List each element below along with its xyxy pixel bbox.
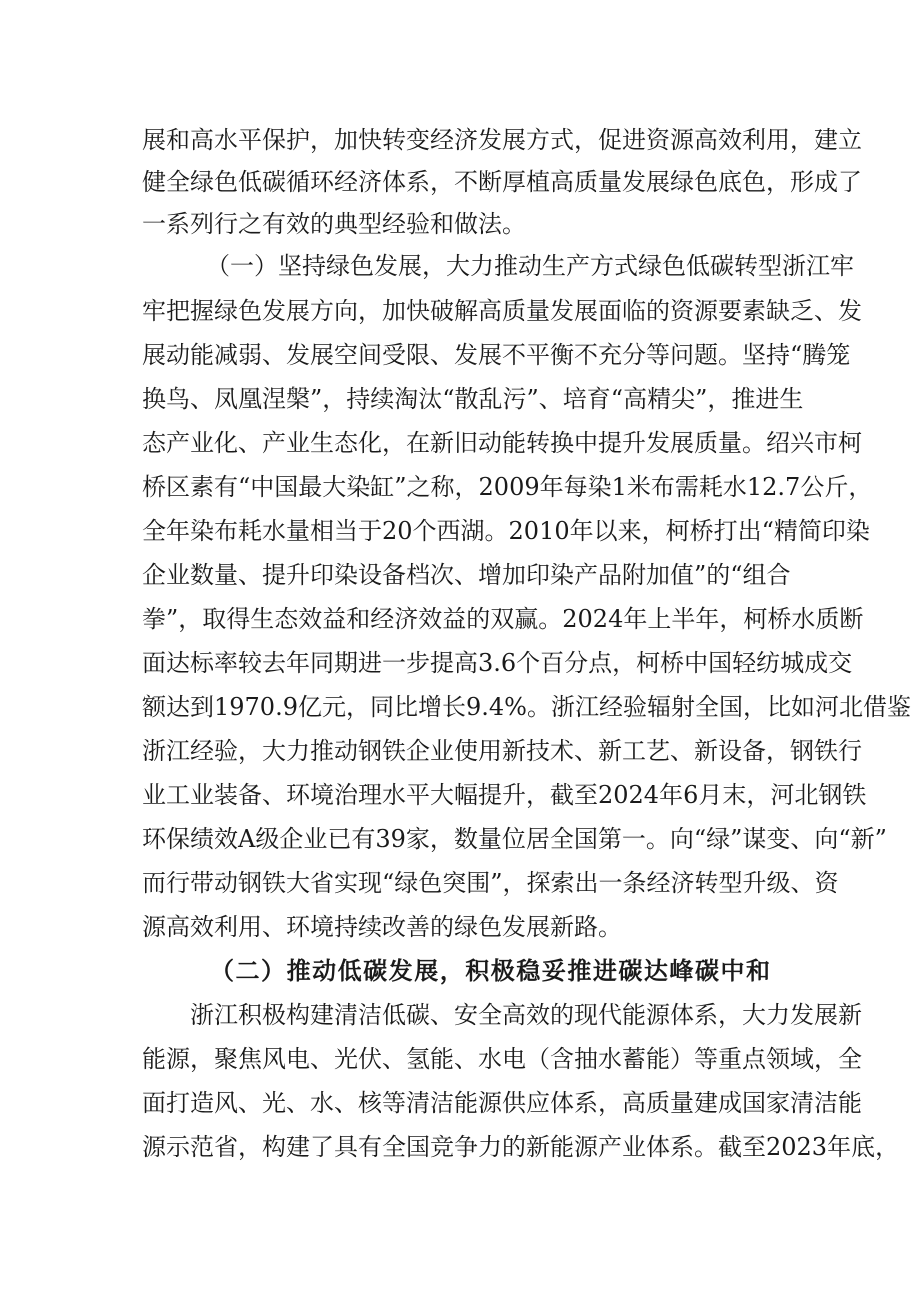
text-line: 而行带动钢铁大省实现“绿色突围”，探索出一条经济转型升级、资 [142,869,839,897]
text-line: （一）坚持绿色发展，大力推动生产方式绿色低碳转型浙江牢 [206,252,854,280]
text-line: 一系列行之有效的典型经验和做法。 [142,210,526,238]
text-line: 源示范省，构建了具有全国竞争力的新能源产业体系。截至2023年底， [142,1133,900,1161]
text-line: 能源，聚焦风电、光伏、氢能、水电（含抽水蓄能）等重点领域，全 [142,1045,862,1073]
text-line: 健全绿色低碳循环经济体系，不断厚植高质量发展绿色底色，形成了 [142,168,862,196]
text-line: 桥区素有“中国最大染缸”之称，2009年每染1米布需耗水12.7公斤， [142,473,873,501]
text-line: 展动能减弱、发展空间受限、发展不平衡不充分等问题。坚持“腾笼 [142,341,851,369]
text-line: 全年染布耗水量相当于20个西湖。2010年以来，柯桥打出“精简印染 [142,517,870,545]
text-line: 环保绩效A级企业已有39家，数量位居全国第一。向“绿”谋变、向“新” [142,825,887,853]
text-line: 面达标率较去年同期进一步提高3.6个百分点，柯桥中国轻纺城成交 [142,649,853,677]
text-line: 源高效利用、环境持续改善的绿色发展新路。 [142,913,622,941]
text-line: 企业数量、提升印染设备档次、增加印染产品附加值”的“组合 [142,561,791,589]
text-line: 牢把握绿色发展方向，加快破解高质量发展面临的资源要素缺乏、发 [142,297,862,325]
text-line: 浙江经验，大力推动钢铁企业使用新技术、新工艺、新设备，钢铁行 [142,737,862,765]
text-line: 业工业装备、环境治理水平大幅提升，截至2024年6月末，河北钢铁 [142,781,867,809]
text-line: 展和高水平保护，加快转变经济发展方式，促进资源高效利用，建立 [142,126,862,154]
text-line: 换鸟、凤凰涅槃”，持续淘汰“散乱污”、培育“高精尖”，推进生 [142,385,804,413]
section-heading-two: （二）推动低碳发展，积极稳妥推进碳达峰碳中和 [210,957,770,985]
text-line: 额达到1970.9亿元，同比增长9.4%。浙江经验辐射全国，比如河北借鉴 [142,693,911,721]
text-line: 面打造风、光、水、核等清洁能源供应体系，高质量建成国家清洁能 [142,1089,862,1117]
text-line: 浙江积极构建清洁低碳、安全高效的现代能源体系，大力发展新 [190,1001,862,1029]
text-line: 拳”，取得生态效益和经济效益的双赢。2024年上半年，柯桥水质断 [142,605,864,633]
text-line: 态产业化、产业生态化，在新旧动能转换中提升发展质量。绍兴市柯 [142,429,862,457]
